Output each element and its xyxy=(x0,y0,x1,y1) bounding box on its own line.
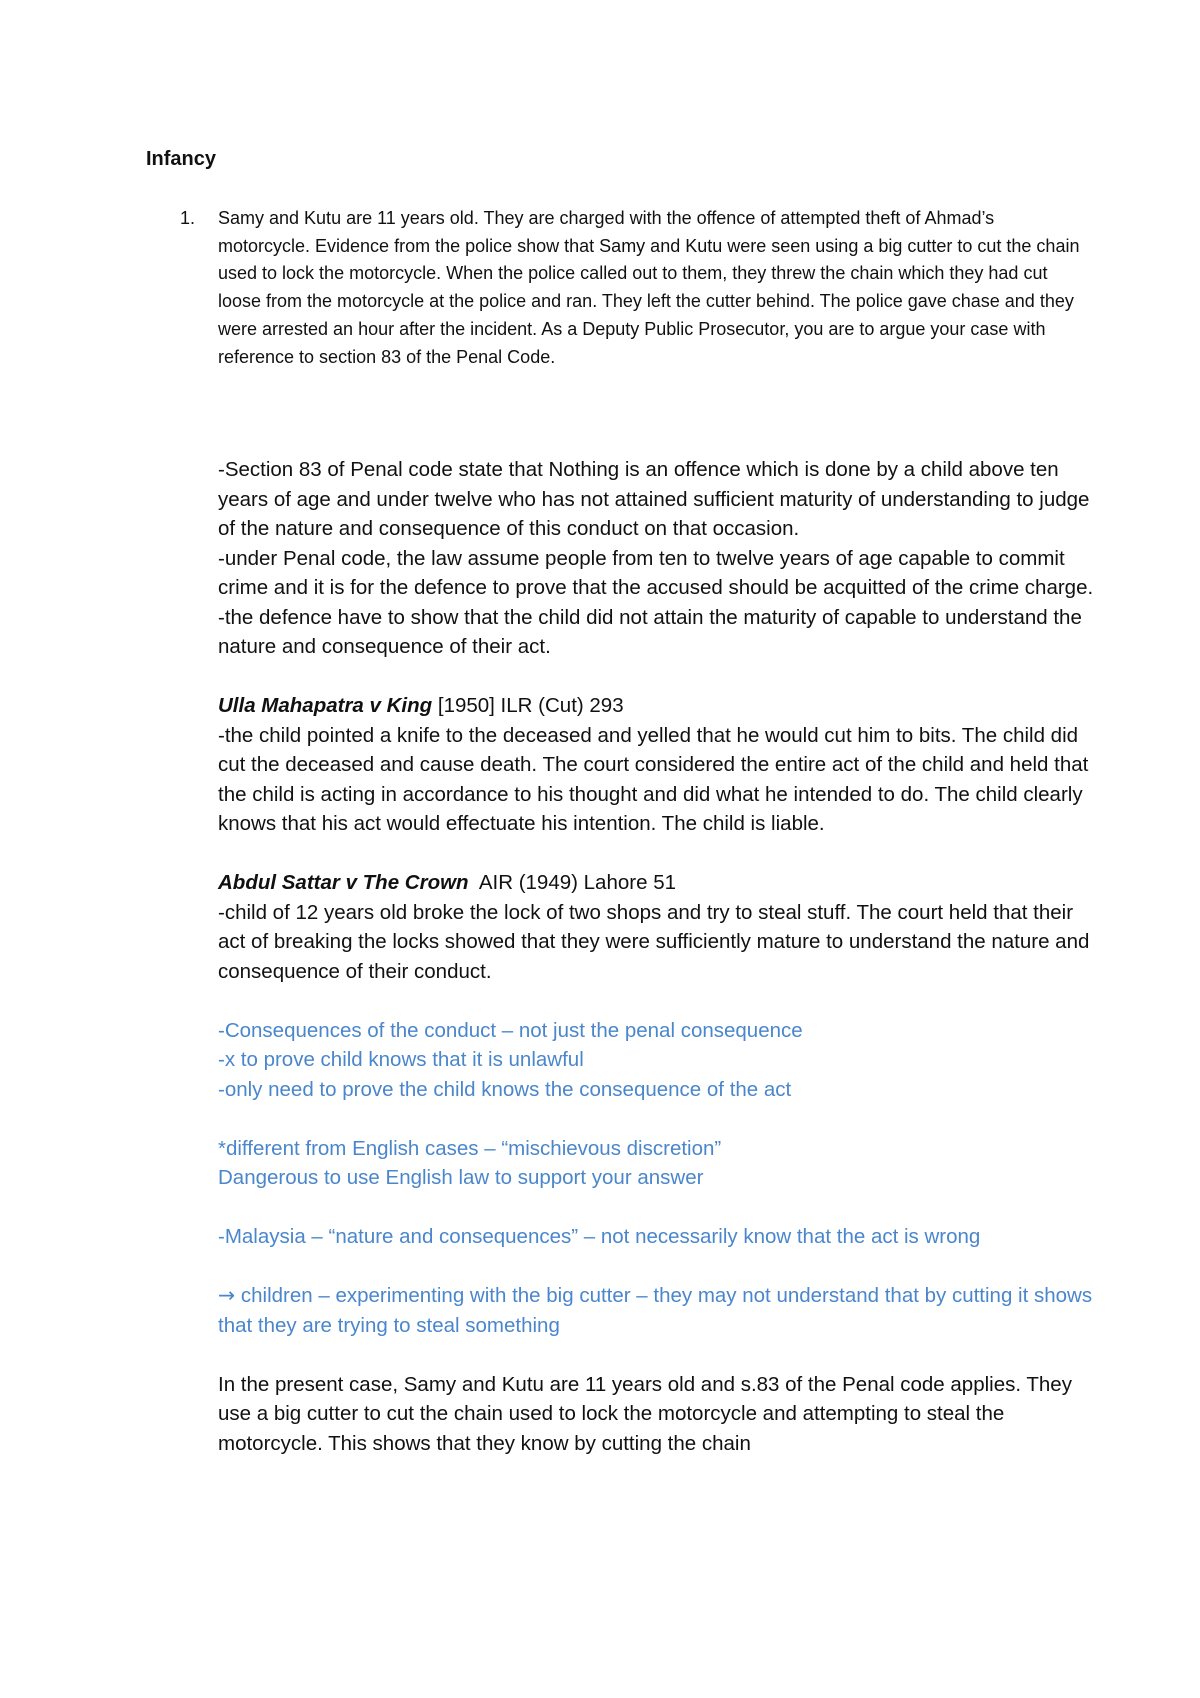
question-1 xyxy=(180,205,1080,371)
note-dangerous: Dangerous to use English law to support your answer xyxy=(218,1166,704,1189)
conclusion-paragraph: In the present case, Samy and Kutu are 11 years old and s.83 of the Penal code applies. They use a big cutter to cut the chain used to lock the motorcycle and attempting to steal the motorcycle. This shows that they know by cutting the chain xyxy=(218,1372,1072,1455)
case-1-heading xyxy=(218,691,1098,721)
case-2-heading xyxy=(218,868,1098,898)
case-2-citation: AIR (1949) Lahore 51 xyxy=(468,871,676,894)
note-consequences: -Consequences of the conduct – not just the penal consequence xyxy=(218,1018,803,1042)
note-children-text: children – experimenting with the big cutter – they may not understand that by cutting it shows that they are trying to steal something xyxy=(218,1284,1093,1337)
page-title: Infancy xyxy=(146,148,217,170)
note-english-cases: *different from English cases – “mischievous discretion” xyxy=(218,1136,722,1160)
case-1-text: -the child pointed a knife to the deceased and yelled that he would cut him to bits. The child did cut the deceased and cause death. The court considered the entire act of the child and held that the child is acting in accordance to his thought and did what he intended to do. The child clearly knows that his act would effectuate his intention. The child is liable. xyxy=(218,723,1089,835)
case-2-name: Abdul Sattar v The Crown xyxy=(218,871,469,894)
case-2-text: -child of 12 years old broke the lock of two shops and try to steal stuff. The court held that their act of breaking the locks showed that they were sufficiently mature to understand the nature and consequence of their conduct. xyxy=(218,900,1090,983)
note-malaysia: -Malaysia – “nature and consequences” – not necessarily know that the act is wrong xyxy=(218,1225,981,1248)
question-text: Samy and Kutu are 11 years old. They are charged with the offence of attempted theft of Ahmad’s motorcycle. Evidence from the police show that Samy and Kutu were seen using a big cutter to cut the chain used to lock the motorcycle. When the police called out to them, they threw the chain which they had cut loose from the motorcycle at the police and ran. They left the cutter behind. The police gave chase and they were arrested an hour after the incident. As a Deputy Public Prosecutor, you are to argue your case with reference to section 83 of the Penal Code. xyxy=(218,208,1080,367)
arrow-right-icon: → xyxy=(218,1283,236,1307)
answer-section xyxy=(218,455,1098,1458)
defence-paragraph: -the defence have to show that the child did not attain the maturity of capable to understand the nature and consequence of their act. xyxy=(218,605,1082,658)
note-children xyxy=(218,1281,1098,1340)
section-83-paragraph: -Section 83 of Penal code state that Nothing is an offence which is done by a child above ten years of age and under twelve who has not attained sufficient maturity of understanding to judge of the nature and consequence of this conduct on that occasion. xyxy=(218,458,1090,540)
note-consequence-act: -only need to prove the child knows the consequence of the act xyxy=(218,1077,792,1101)
case-1-citation: [1950] ILR (Cut) 293 xyxy=(432,694,624,717)
assumption-paragraph: -under Penal code, the law assume people from ten to twelve years of age capable to commit crime and it is for the defence to prove that the accused should be acquitted of the crime charge. xyxy=(218,546,1094,599)
case-1-name: Ulla Mahapatra v King xyxy=(218,694,433,717)
question-number: 1. xyxy=(180,208,196,228)
note-unlawful: -x to prove child knows that it is unlawful xyxy=(218,1048,584,1071)
